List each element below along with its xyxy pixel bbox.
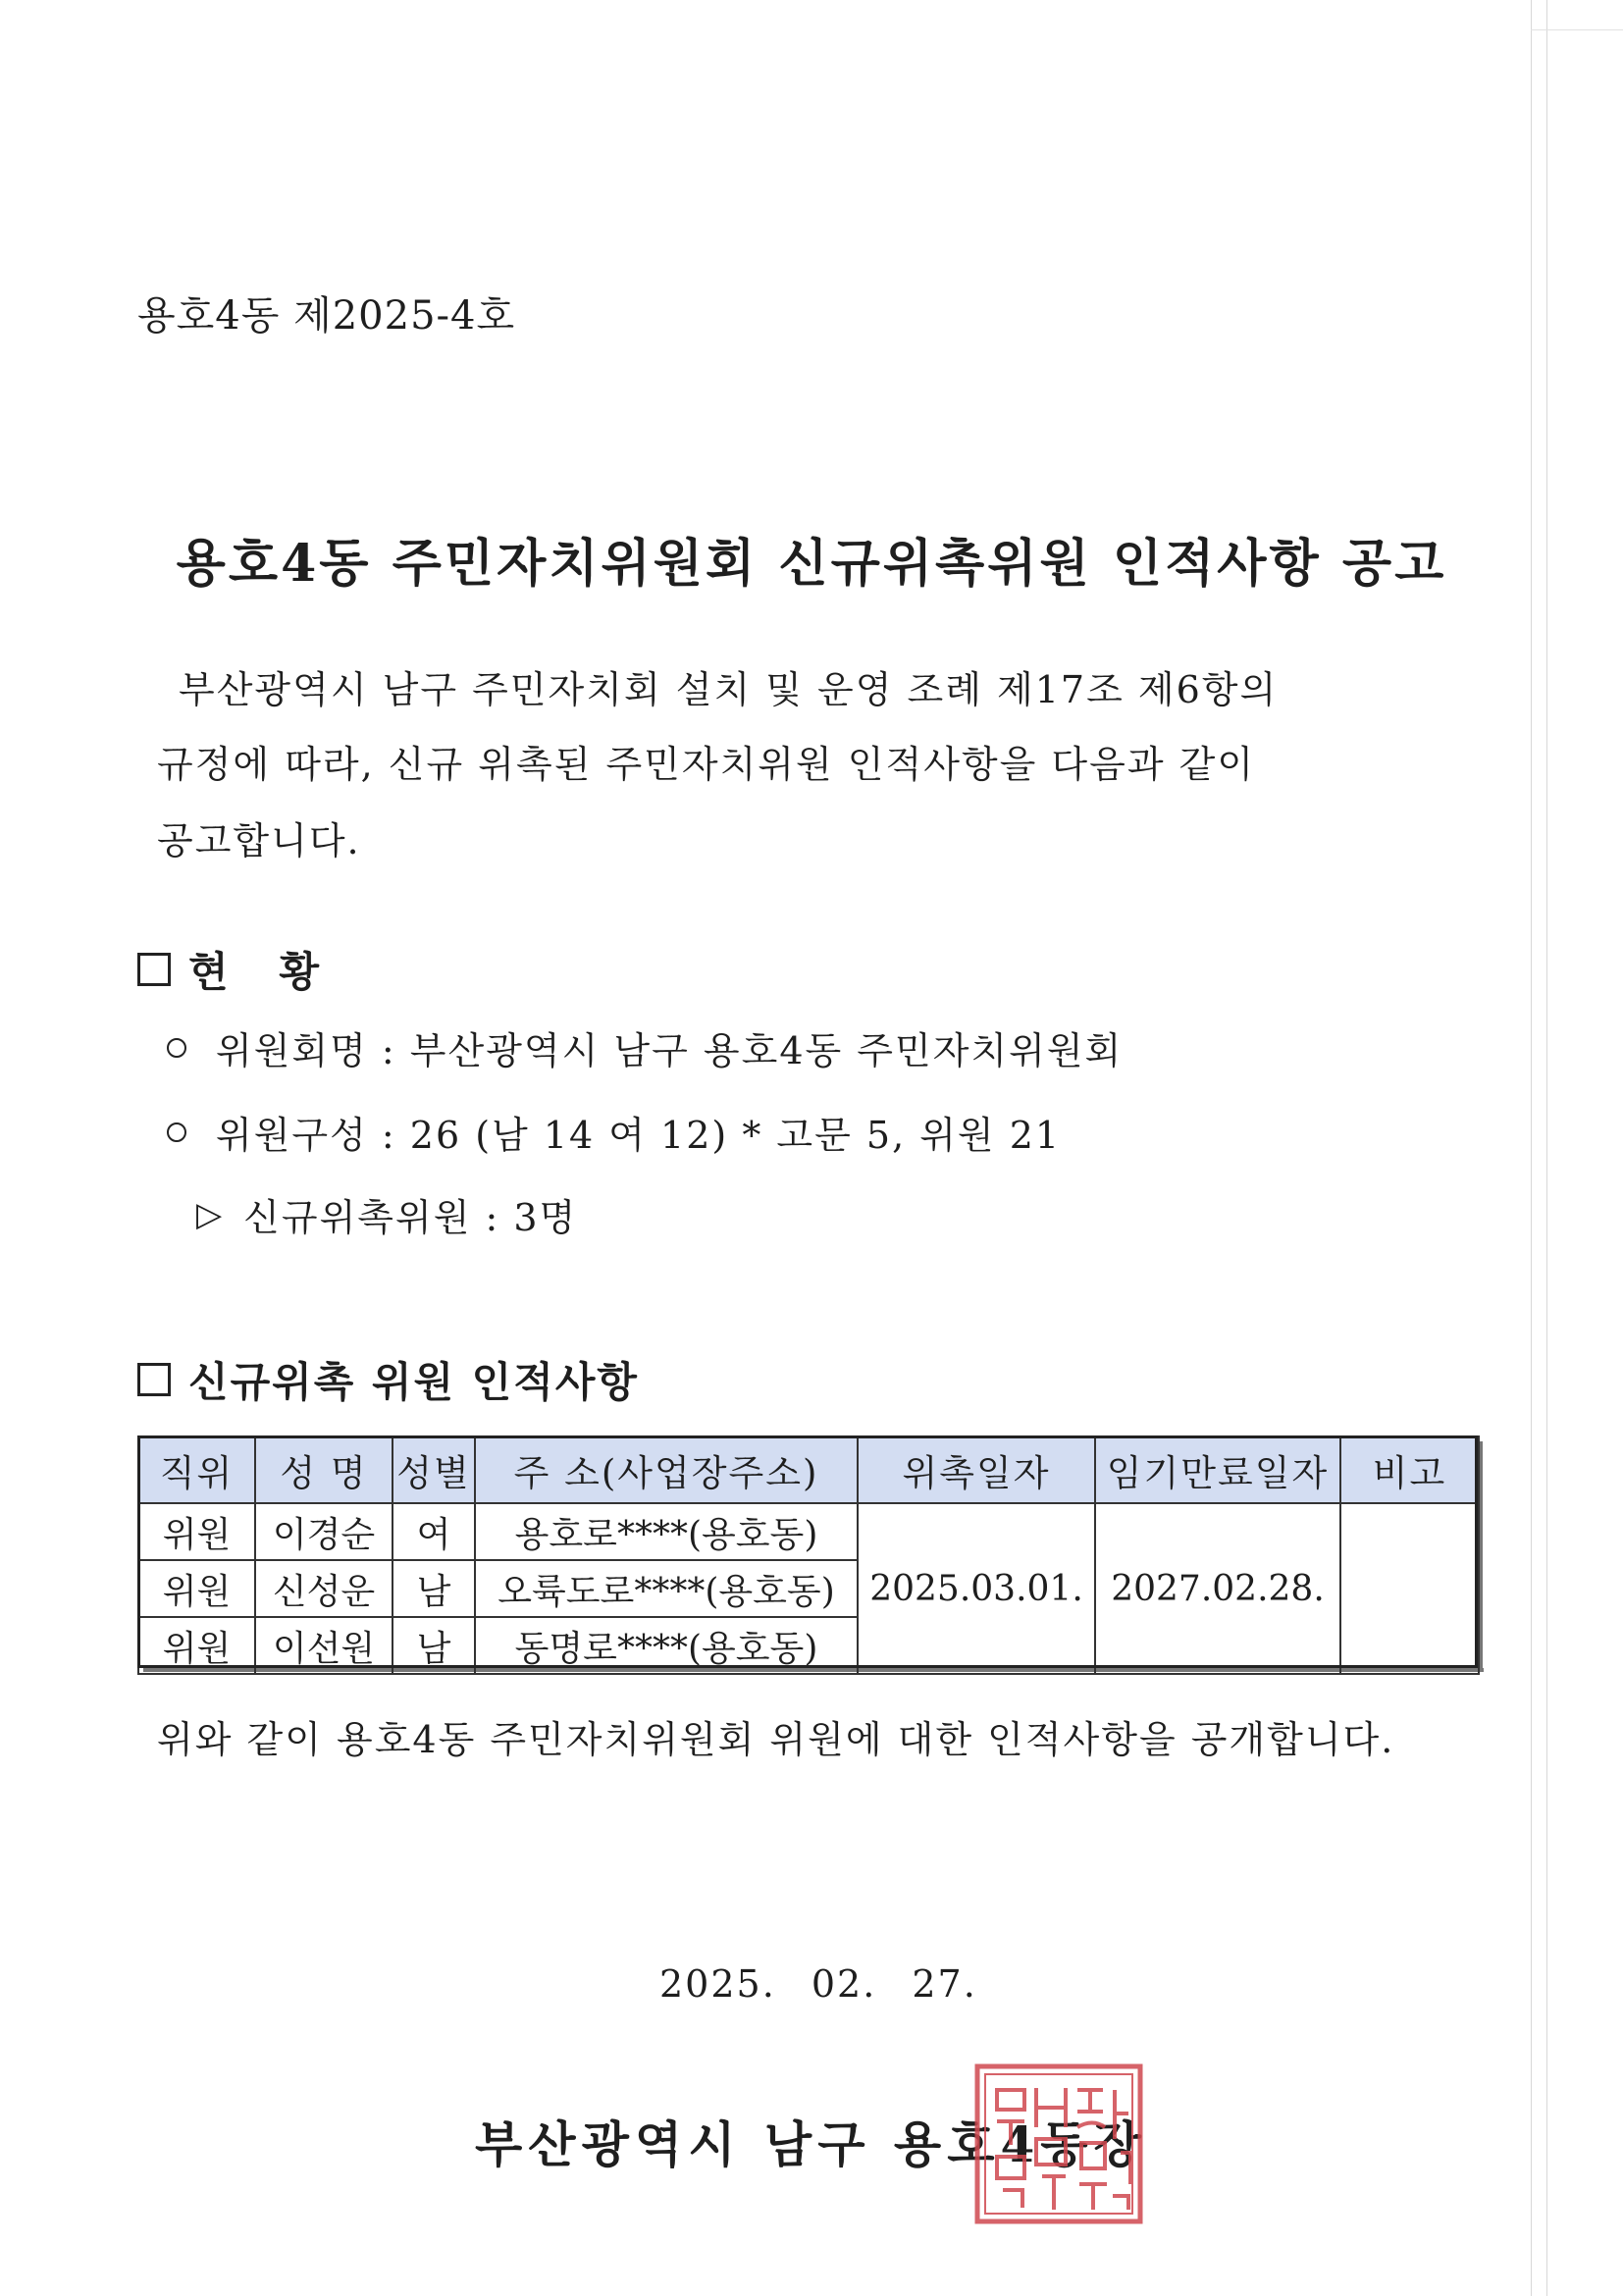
table-cell-expiry-date: 2027.02.28. bbox=[1095, 1503, 1340, 1674]
issuer-name: 부산광역시 남구 용호4동장 bbox=[475, 2115, 1147, 2173]
table-header-cell: 성별 bbox=[393, 1436, 475, 1503]
table-cell-address: 용호로****(용호동) bbox=[475, 1503, 858, 1560]
section-heading-members bbox=[137, 1350, 639, 1409]
table-cell-position: 위원 bbox=[138, 1617, 255, 1674]
status-item bbox=[167, 1105, 1061, 1159]
table-cell-address: 동명로****(용호동) bbox=[475, 1617, 858, 1674]
table-cell-note bbox=[1340, 1503, 1479, 1674]
section-heading-text: 신규위촉 위원 인적사항 bbox=[188, 1358, 639, 1406]
table-cell-name: 신성운 bbox=[255, 1560, 393, 1617]
intro-line: 규정에 따라, 신규 위촉된 주민자치위원 인적사항을 다음과 같이 bbox=[157, 743, 1256, 786]
table-cell-name: 이경순 bbox=[255, 1503, 393, 1560]
intro-line: 부산광역시 남구 주민자치회 설치 및 운영 조례 제17조 제6항의 bbox=[179, 668, 1279, 711]
table-row bbox=[138, 1503, 1479, 1560]
square-bullet-icon bbox=[137, 1363, 171, 1396]
table-cell-appointed-date: 2025.03.01. bbox=[858, 1503, 1095, 1674]
table-cell-position: 위원 bbox=[138, 1560, 255, 1617]
table-header-cell: 임기만료일자 bbox=[1095, 1436, 1340, 1503]
official-seal-icon bbox=[973, 2062, 1144, 2225]
table-header-cell: 성 명 bbox=[255, 1436, 393, 1503]
section-heading-status bbox=[137, 940, 321, 999]
closing-statement: 위와 같이 용호4동 주민자치위원회 위원에 대한 인적사항을 공개합니다. bbox=[157, 1718, 1395, 1761]
circle-bullet-icon bbox=[167, 1038, 186, 1058]
table-header-row bbox=[138, 1436, 1479, 1503]
page-edge-line bbox=[1531, 0, 1532, 2296]
status-item bbox=[167, 1020, 1123, 1074]
page-edge-line bbox=[1546, 0, 1547, 2296]
table-header-cell: 직위 bbox=[138, 1436, 255, 1503]
issue-date: 2025. 02. 27. bbox=[659, 1962, 977, 2006]
members-table bbox=[137, 1435, 1480, 1675]
table-cell-gender: 남 bbox=[393, 1617, 475, 1674]
document-title: 용호4동 주민자치위원회 신규위촉위원 인적사항 공고 bbox=[176, 534, 1447, 594]
table-header-cell: 비고 bbox=[1340, 1436, 1479, 1503]
intro-line: 공고합니다. bbox=[157, 819, 361, 862]
status-subitem-text: 신규위촉위원 : 3명 bbox=[243, 1196, 578, 1239]
table-header-cell: 위촉일자 bbox=[858, 1436, 1095, 1503]
table-cell-position: 위원 bbox=[138, 1503, 255, 1560]
square-bullet-icon bbox=[137, 953, 171, 986]
circle-bullet-icon bbox=[167, 1122, 186, 1142]
table-cell-address: 오륙도로****(용호동) bbox=[475, 1560, 858, 1617]
table-cell-gender: 여 bbox=[393, 1503, 475, 1560]
status-item-text: 위원구성 : 26 (남 14 여 12) * 고문 5, 위원 21 bbox=[216, 1114, 1062, 1157]
table-header-cell: 주 소(사업장주소) bbox=[475, 1436, 858, 1503]
status-subitem bbox=[196, 1187, 577, 1241]
section-heading-text: 현 황 bbox=[188, 948, 322, 996]
document-number: 용호4동 제2025-4호 bbox=[137, 293, 516, 339]
table-cell-gender: 남 bbox=[393, 1560, 475, 1617]
table-cell-name: 이선원 bbox=[255, 1617, 393, 1674]
triangle-right-icon: ▷ bbox=[196, 1194, 225, 1234]
status-item-text: 위원회명 : 부산광역시 남구 용호4동 주민자치위원회 bbox=[216, 1029, 1124, 1072]
page-edge-line bbox=[1531, 29, 1623, 30]
